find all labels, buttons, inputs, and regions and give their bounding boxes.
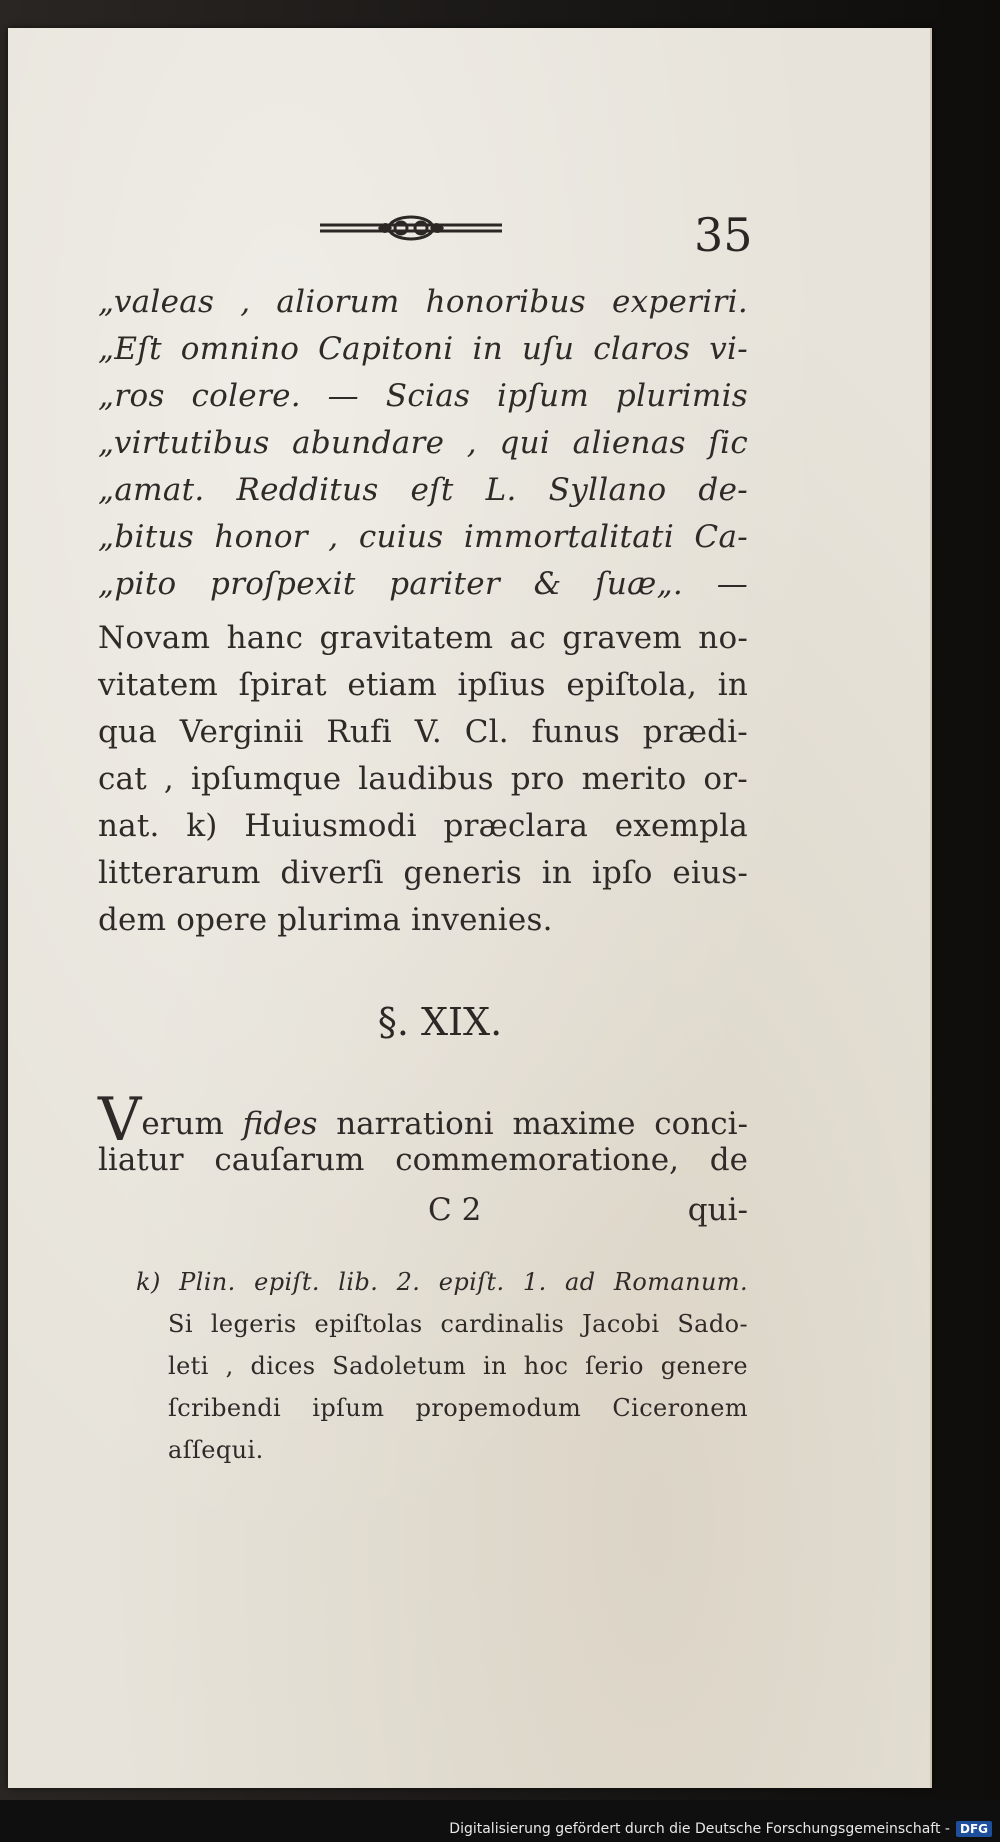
text-line: „ros colere. — Scias ipſum plurimis <box>98 378 748 414</box>
footnote-line: leti , dices Sadoletum in hoc ſerio genere <box>168 1352 748 1380</box>
text-line: Novam hanc gravitatem ac gravem no- <box>98 620 748 656</box>
signature-line <box>98 1192 748 1236</box>
text-line: „valeas , aliorum honoribus experiri. <box>98 284 748 320</box>
footnote-line: aſſequi. <box>168 1436 264 1464</box>
digitization-text: Digitalisierung gefördert durch die Deutsche Forschungsgemeinschaft - <box>449 1821 950 1837</box>
catchword: qui- <box>687 1192 748 1228</box>
text-line: „bitus honor , cuius immortalitati Ca- <box>98 519 748 555</box>
text-line: vitatem ſpirat etiam ipſius epiſtola, in <box>98 667 748 703</box>
footnote-line: k) Plin. epiſt. lib. 2. epiſt. 1. ad Romanum. <box>136 1268 748 1296</box>
section-heading: §. XIX. <box>377 1000 503 1044</box>
text-line: „Eſt omnino Capitoni in uſu claros vi- <box>98 331 748 367</box>
text-line: „pito proſpexit pariter & ſuæ„. — <box>98 566 748 602</box>
text-span: narrationi maxime conci- <box>317 1106 748 1142</box>
text-line: liatur cauſarum commemoratione, de <box>98 1142 748 1178</box>
text-line: dem opere plurima invenies. <box>98 902 553 938</box>
italic-word: fides <box>242 1106 318 1142</box>
dfg-logo: DFG <box>956 1821 992 1837</box>
text-line: „virtutibus abundare , qui alienas ſic <box>98 425 748 461</box>
text-line: qua Verginii Rufi V. Cl. funus prædi- <box>98 714 748 750</box>
scroll-ornament-icon <box>318 208 504 248</box>
text-line: „amat. Redditus eſt L. Syllano de- <box>98 472 748 508</box>
drop-cap: V <box>98 1085 142 1155</box>
text-span: erum <box>141 1106 243 1142</box>
footnote-line: Si legeris epiſtolas cardinalis Jacobi Sado- <box>168 1310 748 1338</box>
text-line <box>98 1084 748 1155</box>
page-number: 35 <box>694 208 753 262</box>
signature-mark: C 2 <box>428 1192 482 1228</box>
text-line: litterarum diverſi generis in ipſo eius- <box>98 855 748 891</box>
text-line: cat , ipſumque laudibus pro merito or- <box>98 761 748 797</box>
footnote-line: ſcribendi ipſum propemodum Ciceronem <box>168 1394 748 1422</box>
digitization-credit <box>449 1818 992 1840</box>
text-line: nat. k) Huiusmodi præclara exempla <box>98 808 748 844</box>
